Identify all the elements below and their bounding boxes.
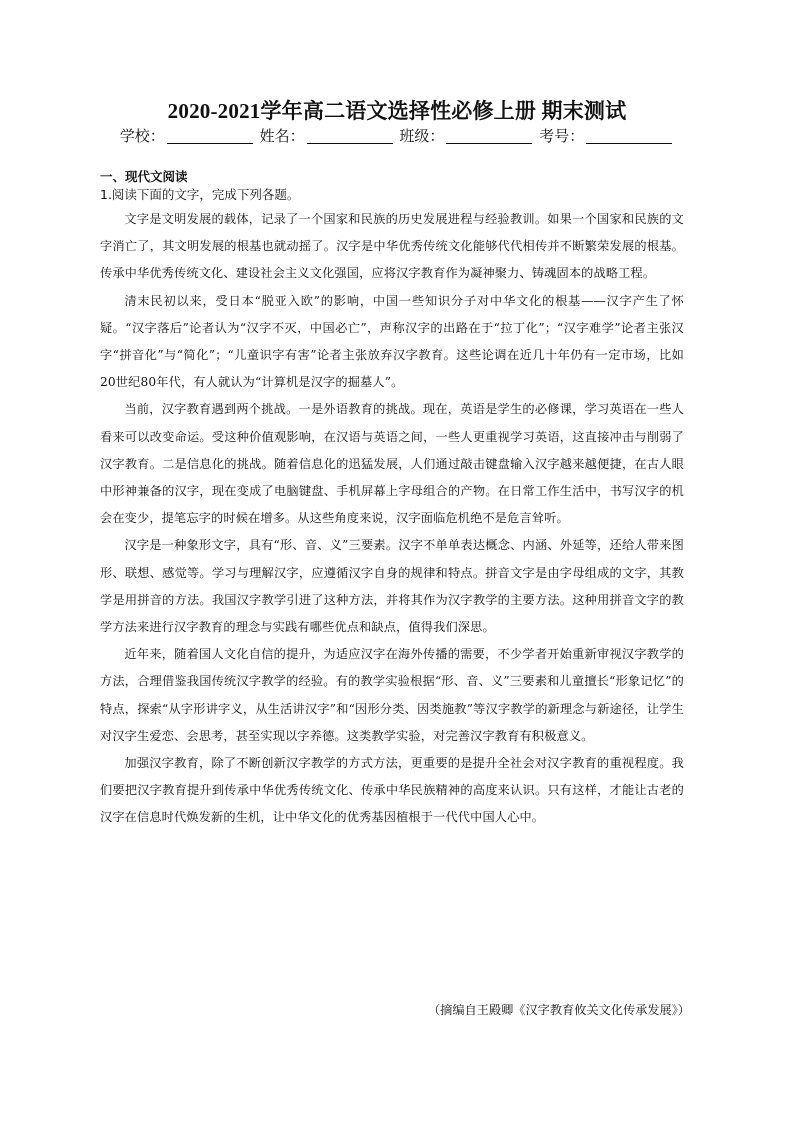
passage-source: （摘编自王殿卿《汉字教育攸关文化传承发展》） xyxy=(427,1003,690,1017)
passage-paragraph: 近年来，随着国人文化自信的提升，为适应汉字在海外传播的需要，不少学者开始重新审视汉字教学的方法，合理借鉴我国传统汉字教学的经验。有的教学实验根据“形、音、义”三要素和儿童擅长“形象记忆”的特点，探索“从字形讲字义，从生活讲汉字”和“因形分类、因类施教”等汉字教学的新理念与新途径，让学生对汉字生爱恋、会思考，甚至实现以字养德。这类教学实验，对完善汉字教育有积极意义。 xyxy=(100,647,684,743)
passage-paragraph: 加强汉字教育，除了不断创新汉字教学的方式方法，更重要的是提升全社会对汉字教育的重视程度。我们要把汉字教育提升到传承中华优秀传统文化、传承中华民族精神的高度来认识。只有这样，才能让古老的汉字在信息时代焕发新的生机，让中华文化的优秀基因植根于一代代中国人心中。 xyxy=(100,756,684,825)
school-label: 学校： xyxy=(119,127,165,145)
passage-paragraph: 文字是文明发展的载体，记录了一个国家和民族的历史发展进程与经验教训。如果一个国家和民族的文字消亡了，其文明发展的根基也就动摇了。汉字是中华优秀传统文化能够代代相传并不断繁荣发展的根基。传承中华优秀传统文化、建设社会主义文化强国，应将汉字教育作为凝神聚力、铸魂固本的战略工程。 xyxy=(100,212,684,281)
reading-passage xyxy=(100,206,684,832)
exam-number-label: 考号： xyxy=(539,127,585,145)
class-blank[interactable] xyxy=(446,127,532,144)
name-label: 姓名： xyxy=(259,127,305,145)
question-prompt: 1.阅读下面的文字，完成下列各题。 xyxy=(100,187,300,202)
passage-paragraph: 当前，汉字教育遇到两个挑战。一是外语教育的挑战。现在，英语是学生的必修课，学习英语在一些人看来可以改变命运。受这种价值观影响，在汉语与英语之间，一些人更重视学习英语，这直接冲击与削弱了汉字教育。二是信息化的挑战。随着信息化的迅猛发展，人们通过敲击键盘输入汉字越来越便捷，在古人眼中形神兼备的汉字，现在变成了电脑键盘、手机屏幕上字母组合的产物。在日常工作生活中，书写汉字的机会在变少，提笔忘字的时候在增多。从这些角度来说，汉字面临危机绝不是危言耸听。 xyxy=(100,402,684,526)
class-label: 班级： xyxy=(399,127,445,145)
exam-number-blank[interactable] xyxy=(586,127,672,144)
name-blank[interactable] xyxy=(307,127,393,144)
page-title: 2020-2021学年高二语文选择性必修上册 期末测试 xyxy=(167,99,627,123)
section-heading: 一、现代文阅读 xyxy=(100,169,188,184)
student-info-line xyxy=(0,124,794,148)
passage-paragraph: 清末民初以来，受日本“脱亚入欧”的影响，中国一些知识分子对中华文化的根基——汉字产生了怀疑。“汉字落后”论者认为“汉字不灭，中国必亡”，声称汉字的出路在于“拉丁化”；“汉字难学”论者主张汉字“拼音化”与“简化”；“儿童识字有害”论者主张放弃汉字教育。这些论调在近几十年仍有一定市场，比如20世纪80年代，有人就认为“计算机是汉字的掘墓人”。 xyxy=(100,293,684,390)
school-blank[interactable] xyxy=(167,127,253,144)
passage-paragraph: 汉字是一种象形文字，具有“形、音、义”三要素。汉字不单单表达概念、内涵、外延等，还给人带来图形、联想、感觉等。学习与理解汉字，应遵循汉字自身的规律和特点。拼音文字是由字母组成的文字，其教学是用拼音的方法。我国汉字教学引进了这种方法，并将其作为汉字教学的主要方法。这种用拼音文字的教学方法来进行汉字教育的理念与实践有哪些优点和缺点，值得我们深思。 xyxy=(100,538,684,635)
